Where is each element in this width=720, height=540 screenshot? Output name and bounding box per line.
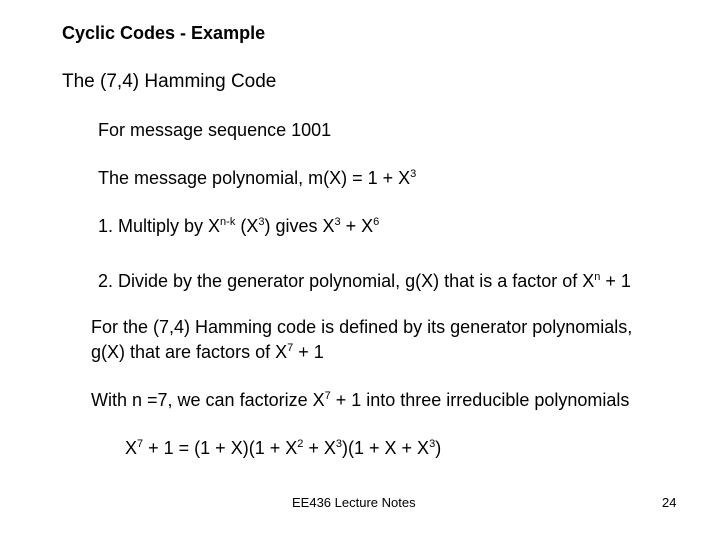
generator-factors-text: g(X) that are factors of X — [91, 342, 288, 362]
exponent: n-k — [220, 216, 236, 228]
generator-factors-end: + 1 — [293, 342, 324, 362]
exponent: 7 — [324, 390, 331, 402]
divide-text: 2. Divide by the generator polynomial, g(X) that is a factor of X — [98, 271, 595, 291]
exponent: 7 — [137, 438, 144, 450]
equation-part-c: + X — [303, 438, 336, 458]
multiply-text-a: 1. Multiply by X — [98, 216, 221, 236]
exponent: 7 — [287, 342, 294, 354]
divide-step-line — [98, 272, 631, 292]
multiply-step-line — [98, 217, 379, 237]
exponent: 3 — [335, 438, 343, 450]
generator-factors-line — [91, 343, 324, 363]
equation-part-a: X — [125, 438, 138, 458]
exponent: 3 — [258, 216, 265, 228]
factorize-text: With n =7, we can factorize X — [91, 390, 325, 410]
exponent: 2 — [297, 438, 304, 450]
equation-part-d: )(1 + X + X — [342, 438, 430, 458]
factorization-equation — [125, 439, 441, 459]
slide-subtitle: The (7,4) Hamming Code — [62, 71, 277, 92]
exponent: n — [594, 271, 601, 283]
exponent: 3 — [410, 168, 417, 180]
page-number: 24 — [662, 495, 677, 510]
factorize-line — [91, 391, 629, 411]
divide-text-end: + 1 — [600, 271, 631, 291]
exponent: 6 — [373, 216, 380, 228]
multiply-text-d: + X — [340, 216, 374, 236]
exponent: 3 — [334, 216, 341, 228]
footer-course-label: EE436 Lecture Notes — [292, 495, 416, 510]
exponent: 3 — [429, 438, 436, 450]
equation-part-e: ) — [435, 438, 442, 458]
multiply-text-b: (X — [235, 216, 259, 236]
equation-part-b: + 1 = (1 + X)(1 + X — [143, 438, 298, 458]
hamming-definition-line: For the (7,4) Hamming code is defined by its generator polynomials, — [91, 317, 633, 337]
factorize-text-end: + 1 into three irreducible polynomials — [330, 390, 630, 410]
message-polynomial-line — [98, 169, 416, 189]
message-polynomial-text: The message polynomial, m(X) = 1 + X — [98, 168, 411, 188]
message-sequence-line: For message sequence 1001 — [98, 120, 332, 140]
slide-title: Cyclic Codes - Example — [62, 23, 266, 43]
multiply-text-c: ) gives X — [264, 216, 335, 236]
